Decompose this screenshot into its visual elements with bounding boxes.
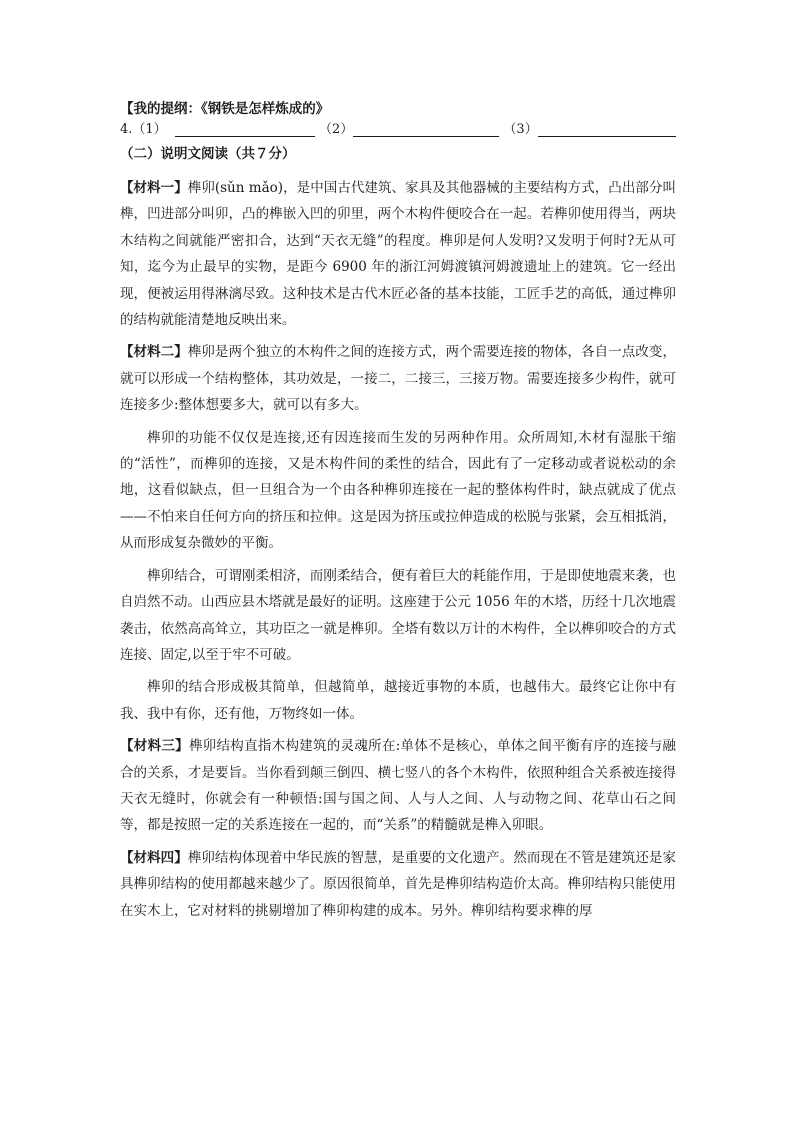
question-4-part-2-label: （2） (318, 122, 354, 137)
material-4-label: 【材料四】 (120, 849, 188, 866)
question-4-answer-line (120, 118, 676, 137)
section-heading: （二）说明文阅读（共７分） (120, 146, 296, 162)
material-3-paragraph-1: 【材料三】榫卯结构直指木构建筑的灵魂所在:单体不是核心，单体之间平衡有序的连接与融合的关系，才是要旨。当你看到颠三倒四、横七竖八的各个木构件，依照种组合关系被连接得天衣无缝时，你就会有一种顿悟:国与国之间、人与人之间、人与动物之间、花草山石之间等，都是按照一定的关系连接在一起的，而“关系”的精髓就是榫入卯眼。 (120, 738, 676, 834)
reading-passage (120, 175, 676, 930)
material-2-paragraph-4: 榫卯的结合形成极其简单，但越简单，越接近事物的本质，也越伟大。最终它让你中有我、我中有你，还有他，万物终如一体。 (120, 679, 676, 722)
material-2-paragraph-1: 【材料二】榫卯是两个独立的木构件之间的连接方式，两个需要连接的物体，各自一点改变，就可以形成一个结构整体，其功效是，一接二，二接三，三接万物。需要连接多少构件，就可连接多少:整体想要多大，就可以有多大。 (120, 344, 676, 414)
material-4-paragraph-1: 【材料四】榫卯结构体现着中华民族的智慧，是重要的文化遗产。然而现在不管是建筑还是家具榫卯结构的使用都越来越少了。原因很简单，首先是榫卯结构造价太高。榫卯结构只能使用在实木上，它对材料的挑剔增加了榫卯构建的成本。另外。榫卯结构要求榫的厚 (120, 849, 676, 919)
material-1-label: 【材料一】 (120, 180, 188, 196)
material-2-label: 【材料二】 (120, 344, 188, 361)
answer-blank-2[interactable] (353, 122, 499, 137)
question-4-number: 4.（1） (120, 122, 167, 137)
question-4-part-3-label: （3） (503, 122, 538, 137)
outline-title: 【我的提纲：《钢铁是怎样炼成的》 (120, 101, 330, 117)
material-2-paragraph-2: 榫卯的功能不仅仅是连接,还有因连接而生发的另两种作用。众所周知,木材有湿胀干缩的“活性”，而榫卯的连接，又是木构件间的柔性的结合，因此有了一定移动或者说松动的余地，这看似缺点，但一旦组合为一个由各种榫卯连接在一起的整体构件时，缺点就成了优点——不怕来自任何方向的挤压和拉伸。这是因为挤压或拉伸造成的松脱与张紧，会互相抵消，从而形成复杂微妙的平衡。 (120, 429, 676, 552)
material-1-paragraph-1: 【材料一】榫卯(sǔn mǎo)，是中国古代建筑、家具及其他器械的主要结构方式，凸出部分叫榫，凹进部分叫卯，凸的榫嵌入凹的卯里，两个木构件便咬合在一起。若榫卯使用得当，两块木结构之间就能严密扣合，达到“天衣无缝”的程度。榫卯是何人发明?又发明于何时?无从可知，迄今为止最早的实物，是距今 6900 年的浙江河姆渡镇河姆渡遗址上的建筑。它一经出现，便被运用得淋漓尽致。这种技术是古代木匠必备的基本技能，工匠手艺的高低，通过榫卯的结构就能清楚地反映出来。 (120, 180, 677, 329)
material-3-label: 【材料三】 (120, 738, 189, 755)
answer-blank-1[interactable] (175, 122, 315, 137)
material-2-paragraph-3: 榫卯结合，可谓刚柔相济，而刚柔结合，便有着巨大的耗能作用，于是即使地震来袭，也自岿然不动。山西应县木塔就是最好的证明。这座建于公元 1056 年的木塔，历经十几次地震袭击，依然高高耸立，其功臣之一就是榫卯。全塔有数以万计的木构件，全以榫卯咬合的方式连接、固定,以至于牢不可破。 (120, 567, 676, 663)
answer-blank-3[interactable] (538, 122, 676, 137)
